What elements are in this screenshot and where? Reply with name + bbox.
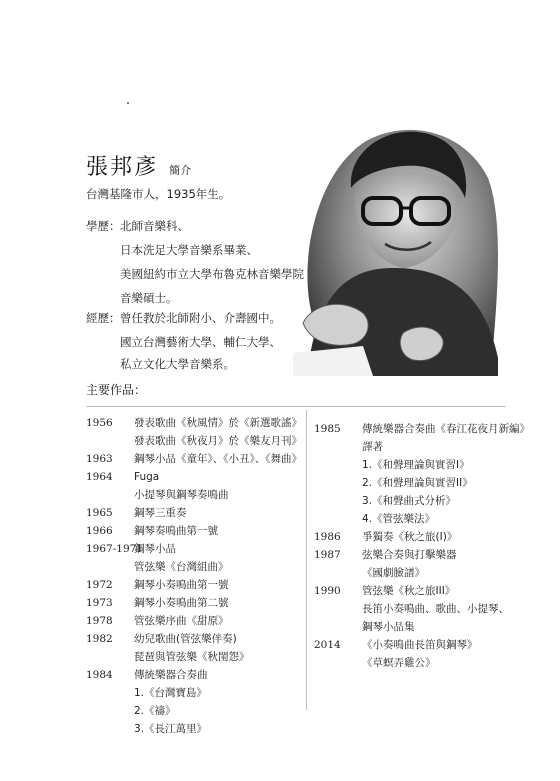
composer-name: 張邦彥 [86,155,159,180]
work-year: 1986 [314,531,341,543]
title-block [86,150,191,181]
education-line: 日本洗足大學音樂系畢業、 [120,243,258,257]
work-year: 1990 [314,585,341,597]
work-title: 《小奏鳴曲長笛與鋼琴》 [362,639,478,651]
work-title: 小提琴與鋼琴奏鳴曲 [134,489,229,501]
work-year: 1963 [86,453,113,465]
speck [127,102,129,104]
education-line: 美國紐約市立大學布魯克林音樂學院 [120,267,304,281]
work-title: 3.《和聲曲式分析》 [362,495,457,507]
work-title: 2.《禱》 [134,705,176,717]
work-year: 1965 [86,507,113,519]
composer-portrait [293,118,503,378]
work-title: 管弦樂《秋之旅III》 [362,585,456,597]
work-title: 鋼琴小奏鳴曲第二號 [134,597,229,609]
education-line: 北師音樂科、 [120,219,189,233]
work-title: 4.《管弦樂法》 [362,513,436,525]
work-title: 《草螟弄雞公》 [362,657,436,669]
work-title: 譯著 [362,441,383,453]
work-title: 鋼琴小奏鳴曲第一號 [134,579,229,591]
work-year: 1982 [86,633,113,645]
divider [86,406,506,407]
work-title: 鋼琴小品集 [362,621,415,633]
work-title: 弦樂合奏與打擊樂器 [362,549,457,561]
work-year: 1972 [86,579,113,591]
work-year: 1985 [314,423,341,435]
origin-line: 台灣基隆市人，1935年生。 [86,187,231,201]
experience-line: 曾任教於北師附小、介壽國中。 [120,311,281,325]
work-year: 1987 [314,549,341,561]
work-title: 長笛小奏鳴曲、歌曲、小提琴、 [362,603,509,615]
work-year: 1984 [86,669,113,681]
work-title: 傳統樂器合奏曲 [134,669,208,681]
work-title: 1.《台灣寶島》 [134,687,208,699]
work-title: 鋼琴奏鳴曲第一號 [134,525,218,537]
work-year: 1973 [86,597,113,609]
work-year: 1966 [86,525,113,537]
work-title: 琵琶與管弦樂《秋閨怨》 [134,651,250,663]
work-year: 1956 [86,417,113,429]
work-title: 鋼琴小品 [134,543,176,555]
work-year: 1964 [86,471,113,483]
work-title: 管弦樂序曲《甜原》 [134,615,229,627]
column-divider [306,410,307,710]
intro-tag: 簡介 [169,164,192,177]
work-year: 1967-1971 [86,543,143,555]
work-title: 發表歌曲《秋夜月》於《樂友月刊》 [134,435,302,447]
work-title: 管弦樂《台灣組曲》 [134,561,229,573]
work-title: 爭獨奏《秋之旅(I)》 [362,531,458,543]
work-title: 鋼琴小品《童年》、《小丑》、《舞曲》 [134,453,302,465]
work-title: 幼兒歌曲(管弦樂伴奏) [134,633,237,645]
education-label: 學歷： [86,219,121,233]
work-title: 1.《和聲理論與實習I》 [362,459,470,471]
work-title: 傳統樂器合奏曲《春江花夜月新編》 [362,423,530,435]
work-year: 1978 [86,615,113,627]
work-title: 2.《和聲理論與實習II》 [362,477,473,489]
experience-line: 私立文化大學音樂系。 [120,357,235,371]
work-title: 《國劇臉譜》 [362,567,425,579]
work-title: Fuga [134,471,160,483]
work-year: 2014 [314,639,341,651]
work-title: 3.《長江萬里》 [134,723,208,735]
experience-line: 國立台灣藝術大學、輔仁大學、 [120,335,281,349]
work-title: 發表歌曲《秋風情》於《新選歌謠》 [134,417,302,429]
experience-label: 經歷： [86,311,121,325]
works-title: 主要作品： [86,383,147,397]
education-line: 音樂碩士。 [120,291,178,305]
work-title: 鋼琴三重奏 [134,507,187,519]
